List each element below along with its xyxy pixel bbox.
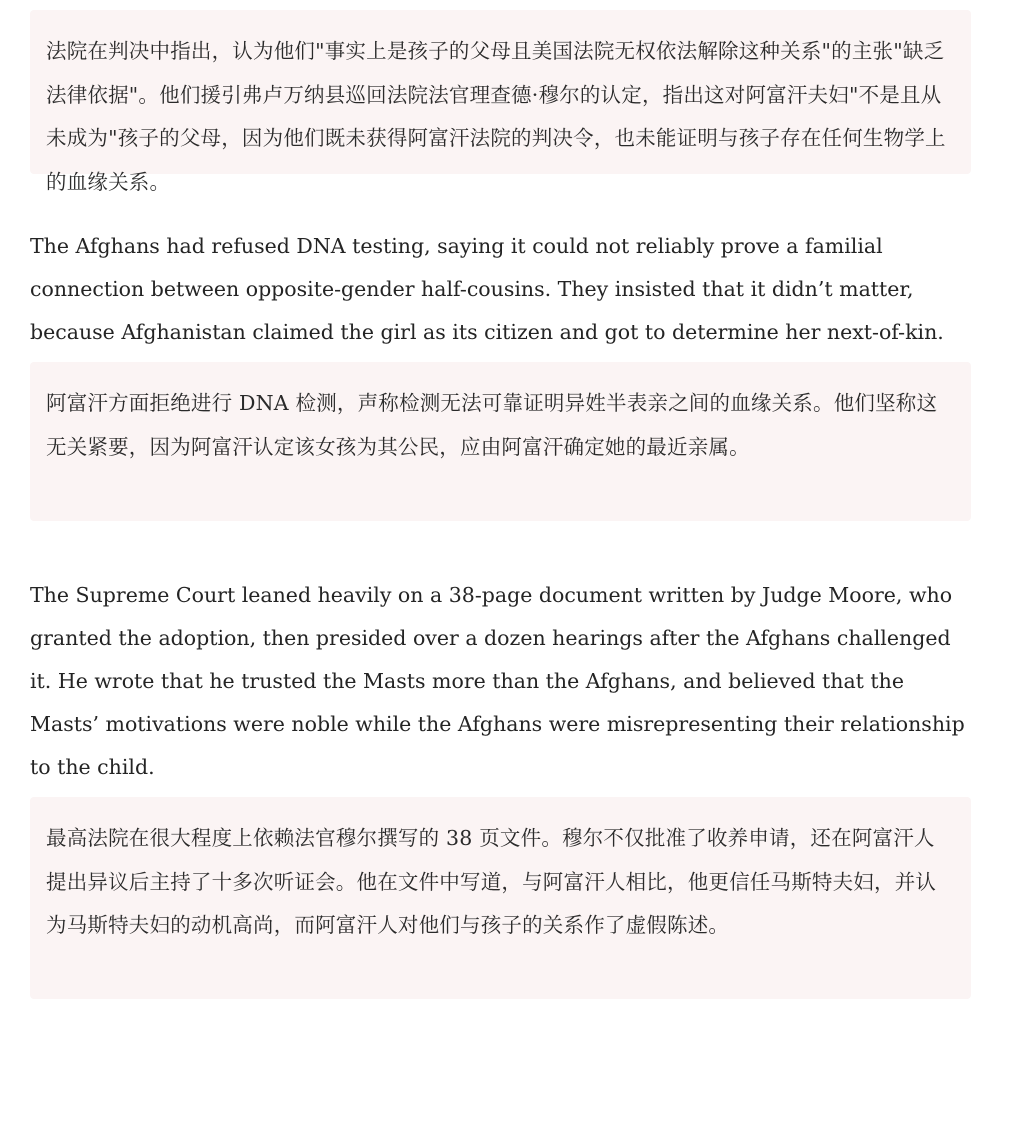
article-body — [30, 10, 971, 999]
translation-block — [30, 797, 971, 999]
translation-text: 法院在判决中指出，认为他们"事实上是孩子的父母且美国法院无权依法解除这种关系"的主张"缺乏法律依据"。他们援引弗卢万纳县巡回法院法官理查德·穆尔的认定，指出这对阿富汗夫妇"不是且从未成为"孩子的父母，因为他们既未获得阿富汗法院的判决令，也未能证明与孩子存在任何生物学上的血缘关系。 — [46, 39, 946, 194]
translation-text: 最高法院在很大程度上依赖法官穆尔撰写的 38 页文件。穆尔不仅批准了收养申请，还在阿富汗人提出异议后主持了十多次听证会。他在文件中写道，与阿富汗人相比，他更信任马斯特夫妇，并认为马斯特夫妇的动机高尚，而阿富汗人对他们与孩子的关系作了虚假陈述。 — [46, 826, 937, 937]
translation-block — [30, 362, 971, 521]
translation-block — [30, 10, 971, 194]
paragraph-text: The Supreme Court leaned heavily on a 38-page document written by Judge Moore, who granted the adoption, then presided over a dozen hearings after the Afghans challenged it. He wrote that he trusted the Masts more than the Afghans, and believed that the Masts’ motivations were noble while the Afghans were misrepresenting their relationship to the child. — [30, 583, 965, 779]
paragraph-text: The Afghans had refused DNA testing, saying it could not reliably prove a familial connection between opposite-gender half-cousins. They insisted that it didn’t matter, because Afghanistan claimed the girl as its citizen and got to determine her next-of-kin. — [30, 234, 944, 344]
english-paragraph — [30, 225, 971, 354]
translation-text: 阿富汗方面拒绝进行 DNA 检测，声称检测无法可靠证明异姓半表亲之间的血缘关系。他们坚称这无关紧要，因为阿富汗认定该女孩为其公民，应由阿富汗确定她的最近亲属。 — [46, 391, 938, 459]
english-paragraph — [30, 574, 971, 789]
